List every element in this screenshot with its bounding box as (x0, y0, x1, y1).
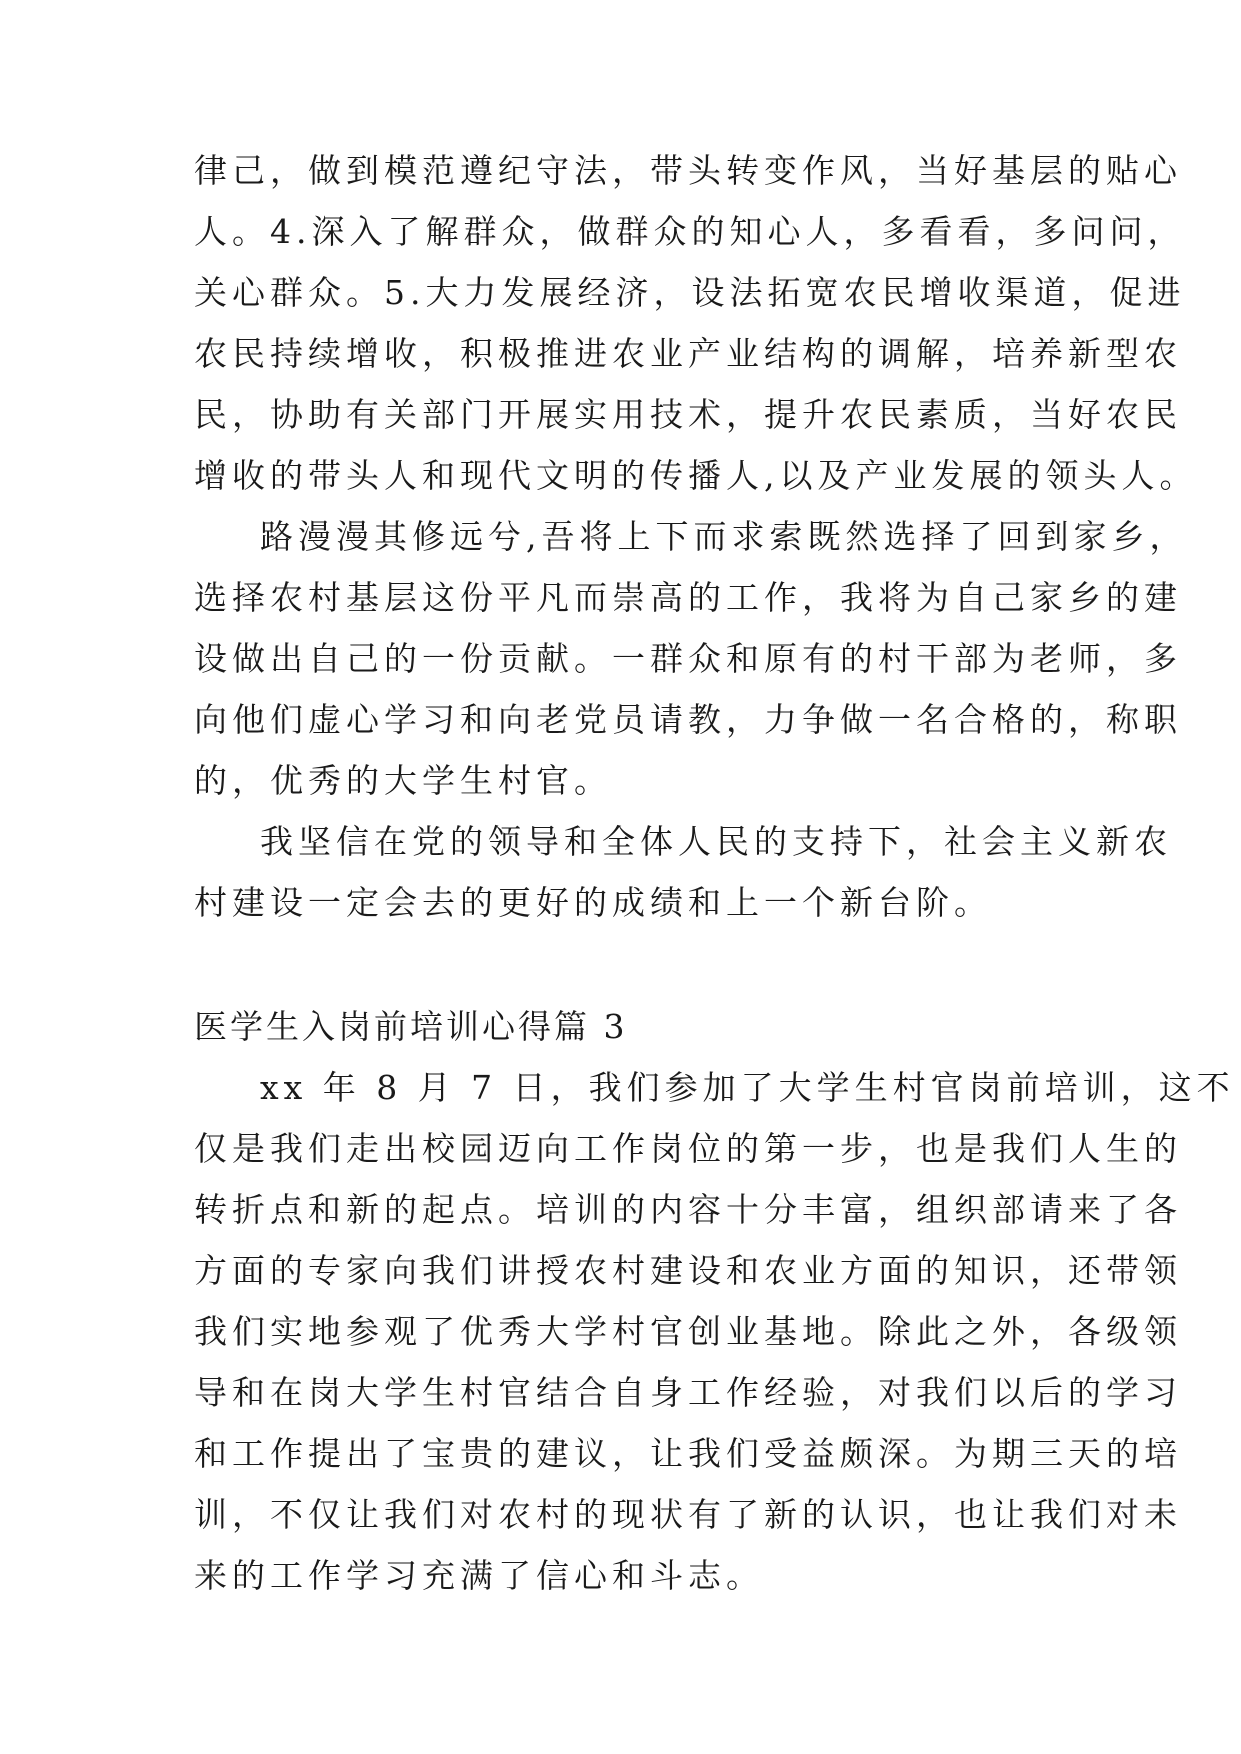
text-line: 增收的带头人和现代文明的传播人,以及产业发展的领头人。 (194, 456, 1198, 495)
text-line: 农民持续增收，积极推进农业产业结构的调解，培养新型农 (194, 334, 1182, 373)
text-line: 的，优秀的大学生村官。 (194, 761, 612, 800)
section-spacer (194, 933, 1066, 996)
text-line: 训，不仅让我们对农村的现状有了新的认识，也让我们对未 (194, 1495, 1182, 1534)
text-line: 向他们虚心学习和向老党员请教，力争做一名合格的，称职 (194, 700, 1182, 739)
paragraph-training (194, 1057, 1235, 1606)
paragraph-belief (194, 811, 1172, 933)
text-line: 和工作提出了宝贵的建议，让我们受益颇深。为期三天的培 (194, 1434, 1182, 1473)
section-title: 医学生入岗前培训心得篇 3 (194, 1007, 628, 1046)
text-line: 来的工作学习充满了信心和斗志。 (194, 1556, 764, 1595)
text-line: 路漫漫其修远兮,吾将上下而求索既然选择了回到家乡， (260, 517, 1188, 556)
text-line: 设做出自己的一份贡献。一群众和原有的村干部为老师，多 (194, 639, 1182, 678)
text-line: 民，协助有关部门开展实用技术，提升农民素质，当好农民 (194, 395, 1182, 434)
text-line: 导和在岗大学生村官结合自身工作经验，对我们以后的学习 (194, 1373, 1182, 1412)
text-line: 仅是我们走出校园迈向工作岗位的第一步，也是我们人生的 (194, 1129, 1182, 1168)
document-body (194, 140, 1235, 1606)
text-line: 我坚信在党的领导和全体人民的支持下，社会主义新农 (260, 822, 1172, 861)
text-line: 我们实地参观了优秀大学村官创业基地。除此之外，各级领 (194, 1312, 1182, 1351)
text-line: 关心群众。5.大力发展经济，设法拓宽农民增收渠道，促进 (194, 273, 1186, 312)
text-line: xx 年 8 月 7 日，我们参加了大学生村官岗前培训，这不 (260, 1068, 1235, 1107)
paragraph-resolve (194, 506, 1188, 811)
paragraph-continuation (194, 140, 1198, 506)
text-line: 村建设一定会去的更好的成绩和上一个新台阶。 (194, 883, 992, 922)
text-line: 选择农村基层这份平凡而崇高的工作，我将为自己家乡的建 (194, 578, 1182, 617)
text-line: 律己，做到模范遵纪守法，带头转变作风，当好基层的贴心 (194, 151, 1182, 190)
text-line: 方面的专家向我们讲授农村建设和农业方面的知识，还带领 (194, 1251, 1182, 1290)
text-line: 转折点和新的起点。培训的内容十分丰富，组织部请来了各 (194, 1190, 1182, 1229)
text-line: 人。4.深入了解群众，做群众的知心人，多看看，多问问， (194, 212, 1186, 251)
